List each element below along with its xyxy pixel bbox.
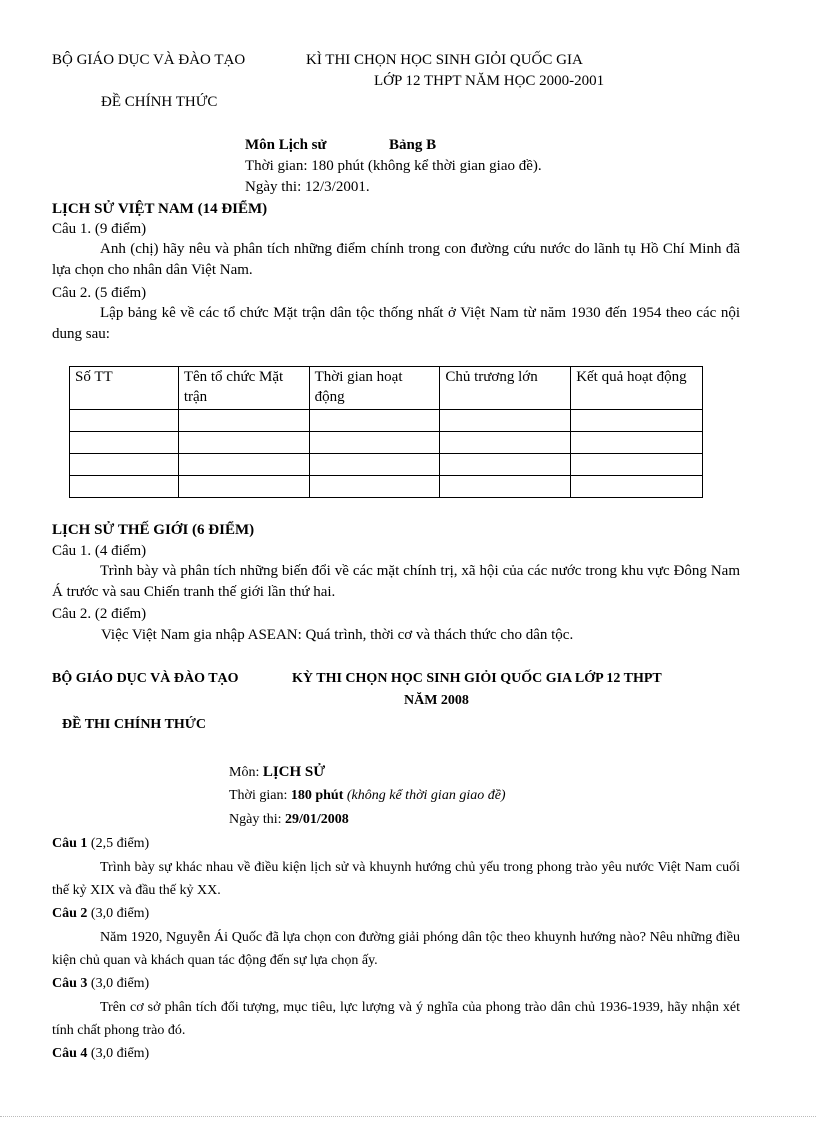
exam2-date-row	[229, 810, 349, 830]
exam2-q2-text: Năm 1920, Nguyễn Ái Quốc đã lựa chọn con đường giải phóng dân tộc theo khuynh hướng nào? Nêu những điều kiện chủ quan và khách quan tác động đến sự lựa chọn ấy.	[52, 930, 740, 968]
question-points: (3,0 điểm)	[90, 976, 150, 991]
exam1-section-world: LỊCH SỬ THẾ GIỚI (6 ĐIỂM)	[52, 522, 255, 538]
exam2-date-value: 29/01/2008	[285, 812, 349, 827]
exam1-w2-text: Việc Việt Nam gia nhập ASEAN: Quá trình, thời cơ và thách thức cho dân tộc.	[101, 627, 574, 643]
exam1-title-line1: KÌ THI CHỌN HỌC SINH GIỎI QUỐC GIA	[306, 52, 583, 68]
exam1-subject: Môn Lịch sử	[245, 137, 327, 153]
exam2-q1-heading	[52, 834, 149, 854]
exam2-q1-text: Trình bày sự khác nhau về điều kiện lịch sử và khuynh hướng chủ yếu trong phong trào yêu nước Việt Nam cuối thế kỷ XIX và đầu thế kỷ XX.	[52, 860, 740, 898]
exam1-w1-text: Trình bày và phân tích những biến đổi về các mặt chính trị, xã hội của các nước trong khu vực Đông Nam Á trước và sau Chiến tranh thế giới lần thứ hai.	[52, 563, 740, 600]
table-row	[70, 432, 703, 454]
table-row	[70, 410, 703, 432]
exam1-official-label: ĐỀ CHÍNH THỨC	[101, 94, 218, 110]
exam2-subject-label: Môn:	[229, 765, 260, 780]
exam2-time-value: 180 phút	[290, 788, 344, 803]
exam1-title-line2: LỚP 12 THPT NĂM HỌC 2000-2001	[374, 73, 605, 89]
exam2-q3-heading	[52, 974, 149, 994]
exam1-date: Ngày thi: 12/3/2001.	[245, 179, 370, 195]
table-header-cell: Số TT	[70, 367, 179, 410]
exam1-section-vietnam: LỊCH SỬ VIỆT NAM (14 ĐIỂM)	[52, 201, 268, 217]
table-header-row	[70, 367, 703, 410]
table-header-cell: Thời gian hoạt động	[309, 367, 440, 410]
table-header-cell: Chủ trương lớn	[440, 367, 571, 410]
exam2-time-note: (không kể thời gian giao đề)	[346, 788, 506, 803]
table-header-cell: Kết quả hoạt động	[571, 367, 703, 410]
exam1-q1-text: Anh (chị) hãy nêu và phân tích những điểm chính trong con đường cứu nước do lãnh tụ Hồ Chí Minh đã lựa chọn cho nhân dân Việt Nam.	[52, 241, 740, 278]
exam2-date-label: Ngày thi:	[229, 812, 282, 827]
exam2-subject: LỊCH SỬ	[262, 764, 326, 780]
question-points: (2,5 điểm)	[90, 836, 150, 851]
exam2-title-line1: KỲ THI CHỌN HỌC SINH GIỎI QUỐC GIA LỚP 12 THPT	[292, 671, 662, 686]
page-bottom-divider	[0, 1116, 816, 1117]
exam1-w2-label: Câu 2. (2 điểm)	[52, 606, 147, 622]
exam1-w1-label: Câu 1. (4 điểm)	[52, 543, 147, 559]
exam1-board: Bảng B	[389, 137, 437, 153]
exam2-official-label: ĐỀ THI CHÍNH THỨC	[62, 717, 207, 732]
table-row	[70, 476, 703, 498]
exam2-time-row	[229, 786, 506, 806]
exam1-q2-label: Câu 2. (5 điểm)	[52, 285, 147, 301]
exam1-ministry: BỘ GIÁO DỤC VÀ ĐÀO TẠO	[52, 52, 246, 68]
exam2-title-line2: NĂM 2008	[404, 693, 469, 708]
exam2-time-label: Thời gian:	[229, 788, 288, 803]
exam2-ministry: BỘ GIÁO DỤC VÀ ĐÀO TẠO	[52, 671, 239, 686]
exam2-q4-heading	[52, 1044, 149, 1064]
exam2-q2-heading	[52, 904, 149, 924]
table-header-cell: Tên tổ chức Mặt trận	[178, 367, 309, 410]
exam1-q2-text: Lập bảng kê về các tổ chức Mặt trận dân tộc thống nhất ở Việt Nam từ năm 1930 đến 1954 theo các nội dung sau:	[52, 305, 740, 342]
exam1-q1-label: Câu 1. (9 điểm)	[52, 221, 147, 237]
question-label: Câu 3	[52, 976, 88, 991]
exam2-q3-text: Trên cơ sở phân tích đối tượng, mục tiêu, lực lượng và ý nghĩa của phong trào dân chủ 1936-1939, hãy nhận xét tính chất phong trào đó.	[52, 1000, 740, 1038]
table-row	[70, 454, 703, 476]
question-label: Câu 4	[52, 1046, 88, 1061]
exam1-time: Thời gian: 180 phút (không kể thời gian giao đề).	[245, 158, 542, 174]
question-label: Câu 2	[52, 906, 88, 921]
exam2-subject-row	[229, 762, 325, 783]
question-points: (3,0 điểm)	[90, 1046, 150, 1061]
question-label: Câu 1	[52, 836, 88, 851]
front-table	[69, 366, 703, 498]
question-points: (3,0 điểm)	[90, 906, 150, 921]
